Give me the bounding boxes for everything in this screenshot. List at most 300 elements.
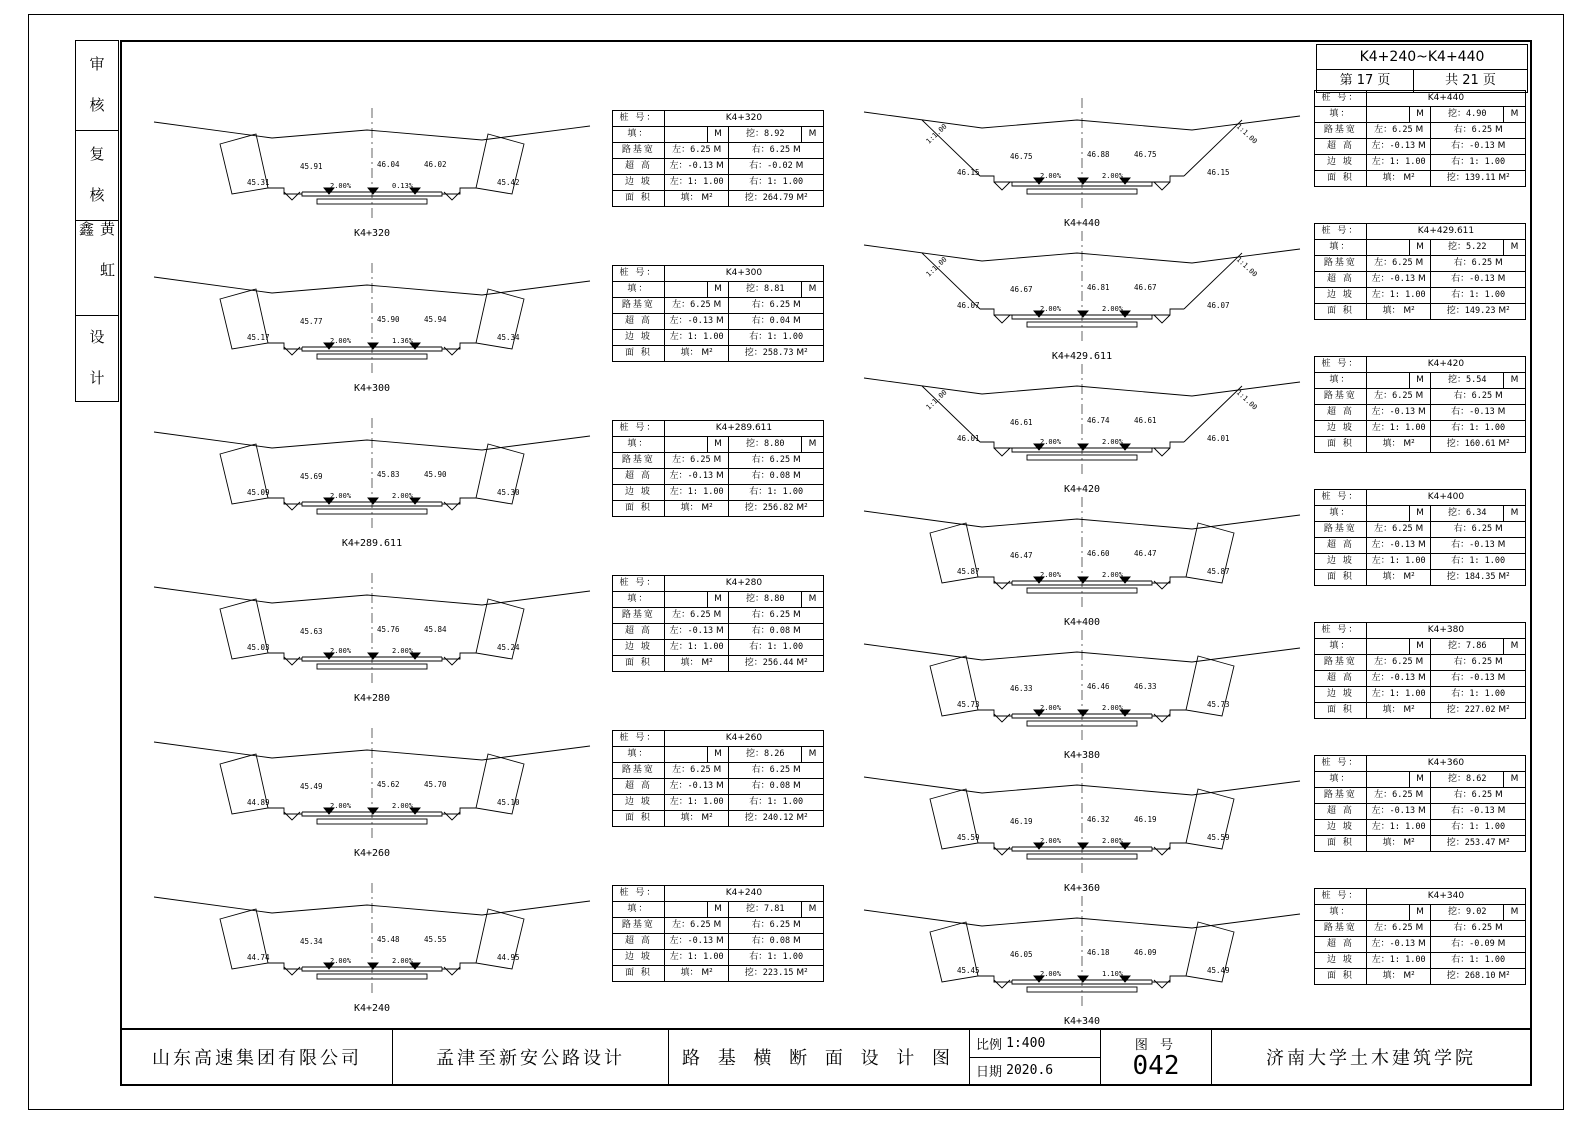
label-station: 桩 号： — [1315, 490, 1367, 506]
dwgno-label: 图 号 — [1134, 1037, 1178, 1053]
label-fill: 填： — [613, 592, 665, 608]
elevation-label: 46.18 — [1087, 948, 1110, 957]
value-slope-right: 右：1: 1.00 — [1431, 155, 1526, 171]
label-fill: 填： — [1315, 905, 1367, 921]
section-station-label: K4+340 — [1063, 1016, 1101, 1027]
cross-slope-label: 2.00% — [1040, 438, 1062, 446]
cross-section-K4+240 — [152, 875, 592, 1027]
section-data-table — [1314, 888, 1526, 985]
cross-slope-label: 2.00% — [1102, 837, 1124, 845]
elevation-label: 45.84 — [424, 625, 447, 634]
label-superelevation: 超 高 — [1315, 804, 1367, 820]
value-station: K4+300 — [664, 266, 823, 282]
unit-fill: M — [1409, 373, 1431, 389]
value-super-right: 右：0.08 M — [729, 469, 824, 485]
label-fill: 填： — [613, 127, 665, 143]
label-fill: 填： — [613, 437, 665, 453]
value-area-cut: 挖：253.47 M² — [1431, 836, 1526, 852]
value-super-right: 右：-0.13 M — [1431, 538, 1526, 554]
value-area-fill: 填： M² — [1366, 171, 1431, 187]
unit-cut: M — [802, 592, 824, 608]
elevation-label: 46.88 — [1087, 150, 1110, 159]
value-area-fill: 填： M² — [1366, 969, 1431, 985]
side-slope-label: 1:1.00 — [1234, 388, 1259, 412]
header-total-suffix: 页 — [1482, 73, 1496, 88]
value-slope-right: 右：1: 1.00 — [1431, 421, 1526, 437]
value-slope-right: 右：1: 1.00 — [1431, 554, 1526, 570]
cross-slope-label: 2.00% — [1102, 571, 1124, 579]
label-area: 面 积 — [1315, 969, 1367, 985]
value-super-right: 右：0.08 M — [729, 624, 824, 640]
approval-strip — [75, 40, 119, 402]
table-wrapper — [612, 110, 824, 207]
value-area-fill: 填： M² — [664, 966, 729, 982]
elevation-label: 46.74 — [1087, 416, 1110, 425]
section-data-table — [1314, 755, 1526, 852]
value-station: K4+280 — [664, 576, 823, 592]
elevation-label: 46.67 — [1134, 283, 1157, 292]
scale-label: 比例 — [976, 1037, 1003, 1053]
date-label: 日期 — [976, 1065, 1003, 1081]
value-width-right: 右：6.25 M — [1431, 921, 1526, 937]
section-data-table — [1314, 356, 1526, 453]
section-data-table — [612, 730, 824, 827]
cross-slope-label: 0.13% — [392, 182, 414, 190]
elevation-label: 45.73 — [957, 700, 980, 709]
value-slope-left: 左：1: 1.00 — [664, 485, 729, 501]
value-super-left: 左：-0.13 M — [664, 934, 729, 950]
title-drawing: 路 基 横 断 面 设 计 图 — [681, 1048, 957, 1069]
label-station: 桩 号： — [1315, 224, 1367, 240]
table-wrapper — [612, 575, 824, 672]
table-wrapper — [1314, 489, 1526, 586]
value-width-left: 左：6.25 M — [664, 918, 729, 934]
approval-cell-sheji: 设 计 — [87, 328, 106, 389]
unit-cut: M — [1504, 772, 1526, 788]
label-superelevation: 超 高 — [613, 469, 665, 485]
unit-cut: M — [802, 127, 824, 143]
unit-fill: M — [707, 282, 729, 298]
cross-slope-label: 2.00% — [392, 957, 414, 965]
value-cut: 挖：5.54 — [1431, 373, 1504, 389]
value-super-left: 左：-0.13 M — [664, 314, 729, 330]
section-data-table — [612, 420, 824, 517]
section-data-table — [1314, 622, 1526, 719]
value-super-right: 右：-0.13 M — [1431, 272, 1526, 288]
value-area-cut: 挖：256.82 M² — [729, 501, 824, 517]
elevation-label: 45.91 — [300, 162, 323, 171]
cross-slope-label: 2.00% — [1102, 305, 1124, 313]
elevation-label: 46.04 — [377, 160, 400, 169]
value-width-left: 左：6.25 M — [1366, 921, 1431, 937]
title-block — [122, 1028, 1530, 1084]
label-side-slope: 边 坡 — [1315, 554, 1367, 570]
value-area-cut: 挖：258.73 M² — [729, 346, 824, 362]
unit-cut: M — [802, 747, 824, 763]
value-width-left: 左：6.25 M — [1366, 123, 1431, 139]
unit-fill: M — [707, 902, 729, 918]
label-station: 桩 号： — [613, 111, 665, 127]
value-area-cut: 挖：184.35 M² — [1431, 570, 1526, 586]
label-side-slope: 边 坡 — [613, 175, 665, 191]
value-fill — [664, 747, 707, 763]
label-side-slope: 边 坡 — [1315, 288, 1367, 304]
table-wrapper — [1314, 356, 1526, 453]
value-slope-left: 左：1: 1.00 — [1366, 288, 1431, 304]
label-area: 面 积 — [613, 501, 665, 517]
cross-section-K4+289.611 — [152, 410, 592, 562]
label-station: 桩 号： — [613, 576, 665, 592]
elevation-label: 46.01 — [1207, 434, 1230, 443]
side-slope-label: 1:1.00 — [924, 255, 949, 279]
elevation-label: 45.42 — [497, 178, 520, 187]
value-width-left: 左：6.25 M — [664, 143, 729, 159]
value-station: K4+320 — [664, 111, 823, 127]
cross-slope-label: 2.00% — [1040, 970, 1062, 978]
value-super-right: 右：-0.13 M — [1431, 671, 1526, 687]
elevation-label: 45.55 — [424, 935, 447, 944]
title-company: 山东高速集团有限公司 — [152, 1048, 362, 1069]
value-width-right: 右：6.25 M — [729, 298, 824, 314]
value-cut: 挖：8.26 — [729, 747, 802, 763]
elevation-label: 45.76 — [377, 625, 400, 634]
elevation-label: 45.83 — [377, 470, 400, 479]
label-side-slope: 边 坡 — [613, 950, 665, 966]
section-station-label: K4+400 — [1063, 617, 1101, 628]
value-station: K4+360 — [1366, 756, 1525, 772]
value-slope-right: 右：1: 1.00 — [729, 640, 824, 656]
value-area-cut: 挖：160.61 M² — [1431, 437, 1526, 453]
cross-section-K4+440 — [862, 90, 1302, 242]
value-super-left: 左：-0.13 M — [1366, 937, 1431, 953]
unit-fill: M — [1409, 506, 1431, 522]
value-slope-left: 左：1: 1.00 — [1366, 687, 1431, 703]
value-area-cut: 挖：139.11 M² — [1431, 171, 1526, 187]
elevation-label: 46.02 — [424, 160, 447, 169]
elevation-label: 46.67 — [1010, 285, 1033, 294]
cross-section-K4+260 — [152, 720, 592, 872]
value-width-left: 左：6.25 M — [1366, 522, 1431, 538]
cross-slope-label: 2.00% — [1102, 172, 1124, 180]
label-fill: 填： — [613, 902, 665, 918]
value-cut: 挖：8.80 — [729, 437, 802, 453]
cross-slope-label: 2.00% — [330, 337, 352, 345]
label-roadbed-width: 路基宽 — [613, 298, 665, 314]
cross-slope-label: 2.00% — [330, 492, 352, 500]
elevation-label: 45.73 — [1207, 700, 1230, 709]
unit-fill: M — [707, 592, 729, 608]
section-station-label: K4+380 — [1063, 750, 1101, 761]
cross-slope-label: 2.00% — [392, 802, 414, 810]
value-cut: 挖：8.80 — [729, 592, 802, 608]
value-width-right: 右：6.25 M — [1431, 389, 1526, 405]
section-station-label: K4+420 — [1063, 484, 1101, 495]
value-slope-right: 右：1: 1.00 — [729, 175, 824, 191]
value-area-fill: 填： M² — [1366, 836, 1431, 852]
label-station: 桩 号： — [613, 731, 665, 747]
label-area: 面 积 — [613, 811, 665, 827]
value-super-right: 右：-0.13 M — [1431, 405, 1526, 421]
value-slope-left: 左：1: 1.00 — [1366, 820, 1431, 836]
title-project: 孟津至新安公路设计 — [436, 1048, 625, 1069]
elevation-label: 45.30 — [497, 488, 520, 497]
value-width-right: 右：6.25 M — [1431, 655, 1526, 671]
value-slope-right: 右：1: 1.00 — [729, 795, 824, 811]
elevation-label: 45.87 — [1207, 567, 1230, 576]
value-super-left: 左：-0.13 M — [1366, 139, 1431, 155]
side-slope-label: 1:1.00 — [1234, 255, 1259, 279]
label-fill: 填： — [1315, 240, 1367, 256]
title-institute: 济南大学土木建筑学院 — [1266, 1048, 1476, 1069]
value-cut: 挖：4.90 — [1431, 107, 1504, 123]
side-slope-label: 1:1.00 — [924, 122, 949, 146]
elevation-label: 45.34 — [497, 333, 520, 342]
section-data-table — [612, 575, 824, 672]
value-fill — [664, 437, 707, 453]
elevation-label: 45.77 — [300, 317, 323, 326]
section-data-table — [1314, 90, 1526, 187]
label-area: 面 积 — [1315, 304, 1367, 320]
label-station: 桩 号： — [1315, 756, 1367, 772]
elevation-label: 45.90 — [377, 315, 400, 324]
label-side-slope: 边 坡 — [613, 330, 665, 346]
label-side-slope: 边 坡 — [1315, 687, 1367, 703]
label-side-slope: 边 坡 — [1315, 421, 1367, 437]
value-super-right: 右：0.04 M — [729, 314, 824, 330]
cross-slope-label: 1.10% — [1102, 970, 1124, 978]
elevation-label: 45.09 — [247, 488, 270, 497]
label-superelevation: 超 高 — [1315, 139, 1367, 155]
value-area-fill: 填： M² — [664, 346, 729, 362]
unit-fill: M — [707, 747, 729, 763]
value-super-left: 左：-0.13 M — [1366, 272, 1431, 288]
table-wrapper — [1314, 888, 1526, 985]
elevation-label: 45.34 — [300, 937, 323, 946]
value-super-left: 左：-0.13 M — [664, 159, 729, 175]
value-width-right: 右：6.25 M — [729, 763, 824, 779]
label-station: 桩 号： — [1315, 357, 1367, 373]
value-super-left: 左：-0.13 M — [664, 624, 729, 640]
value-area-fill: 填： M² — [664, 191, 729, 207]
sheet-border-inner — [120, 40, 1532, 1086]
table-wrapper — [612, 265, 824, 362]
unit-cut: M — [802, 282, 824, 298]
label-roadbed-width: 路基宽 — [1315, 655, 1367, 671]
label-fill: 填： — [1315, 506, 1367, 522]
label-fill: 填： — [1315, 772, 1367, 788]
elevation-label: 45.49 — [1207, 966, 1230, 975]
elevation-label: 46.07 — [957, 301, 980, 310]
header-block — [1316, 44, 1528, 93]
table-wrapper — [1314, 755, 1526, 852]
table-wrapper — [612, 730, 824, 827]
value-cut: 挖：9.02 — [1431, 905, 1504, 921]
section-data-table — [612, 110, 824, 207]
unit-fill: M — [707, 127, 729, 143]
label-superelevation: 超 高 — [1315, 671, 1367, 687]
cross-slope-label: 2.00% — [1040, 704, 1062, 712]
value-width-left: 左：6.25 M — [664, 763, 729, 779]
label-side-slope: 边 坡 — [1315, 155, 1367, 171]
label-side-slope: 边 坡 — [1315, 953, 1367, 969]
elevation-label: 46.75 — [1134, 150, 1157, 159]
value-super-right: 右：0.08 M — [729, 779, 824, 795]
cross-slope-label: 2.00% — [1102, 438, 1124, 446]
value-area-fill: 填： M² — [1366, 437, 1431, 453]
value-fill — [664, 902, 707, 918]
value-width-right: 右：6.25 M — [1431, 788, 1526, 804]
value-station: K4+340 — [1366, 889, 1525, 905]
cross-section-K4+340 — [862, 888, 1302, 1040]
elevation-label: 45.03 — [247, 643, 270, 652]
label-roadbed-width: 路基宽 — [1315, 788, 1367, 804]
label-fill: 填： — [1315, 373, 1367, 389]
label-roadbed-width: 路基宽 — [613, 918, 665, 934]
label-side-slope: 边 坡 — [1315, 820, 1367, 836]
cross-slope-label: 2.00% — [330, 802, 352, 810]
value-fill — [1366, 905, 1409, 921]
side-slope-label: 1:1.00 — [1234, 122, 1259, 146]
section-station-label: K4+440 — [1063, 218, 1101, 229]
value-super-left: 左：-0.13 M — [664, 469, 729, 485]
cross-slope-label: 2.00% — [1040, 837, 1062, 845]
section-data-table — [612, 265, 824, 362]
value-width-left: 左：6.25 M — [664, 453, 729, 469]
elevation-label: 46.60 — [1087, 549, 1110, 558]
value-width-left: 左：6.25 M — [1366, 256, 1431, 272]
label-fill: 填： — [1315, 639, 1367, 655]
label-area: 面 积 — [613, 656, 665, 672]
value-slope-left: 左：1: 1.00 — [1366, 421, 1431, 437]
value-area-fill: 填： M² — [1366, 570, 1431, 586]
label-roadbed-width: 路基宽 — [1315, 522, 1367, 538]
elevation-label: 45.63 — [300, 627, 323, 636]
value-width-right: 右：6.25 M — [729, 608, 824, 624]
section-station-label: K4+289.611 — [341, 538, 403, 549]
label-superelevation: 超 高 — [1315, 405, 1367, 421]
value-slope-right: 右：1: 1.00 — [1431, 288, 1526, 304]
label-area: 面 积 — [1315, 836, 1367, 852]
approval-cell-fuhe: 复 核 — [76, 131, 118, 221]
section-station-label: K4+429.611 — [1051, 351, 1113, 362]
label-side-slope: 边 坡 — [613, 485, 665, 501]
section-station-label: K4+320 — [353, 228, 391, 239]
elevation-label: 46.19 — [1010, 817, 1033, 826]
elevation-label: 46.09 — [1134, 948, 1157, 957]
value-station: K4+240 — [664, 886, 823, 902]
section-station-label: K4+300 — [353, 383, 391, 394]
elevation-label: 45.69 — [300, 472, 323, 481]
cross-slope-label: 2.00% — [330, 647, 352, 655]
cross-slope-label: 2.00% — [392, 647, 414, 655]
value-area-cut: 挖：264.79 M² — [729, 191, 824, 207]
cross-section-K4+380 — [862, 622, 1302, 774]
cross-section-K4+429.611 — [862, 223, 1302, 375]
section-station-label: K4+280 — [353, 693, 391, 704]
header-range: K4+240~K4+440 — [1317, 45, 1528, 70]
unit-fill: M — [1409, 772, 1431, 788]
section-station-label: K4+240 — [353, 1003, 391, 1014]
elevation-label: 46.47 — [1134, 549, 1157, 558]
label-roadbed-width: 路基宽 — [613, 608, 665, 624]
elevation-label: 45.17 — [247, 333, 270, 342]
value-slope-right: 右：1: 1.00 — [729, 330, 824, 346]
value-station: K4+420 — [1366, 357, 1525, 373]
value-cut: 挖：8.81 — [729, 282, 802, 298]
unit-cut: M — [1504, 373, 1526, 389]
label-area: 面 积 — [1315, 703, 1367, 719]
label-superelevation: 超 高 — [613, 934, 665, 950]
elevation-label: 46.07 — [1207, 301, 1230, 310]
value-super-right: 右：-0.13 M — [1431, 804, 1526, 820]
header-page-no: 17 — [1356, 73, 1374, 88]
value-super-right: 右：0.08 M — [729, 934, 824, 950]
value-slope-right: 右：1: 1.00 — [729, 950, 824, 966]
elevation-label: 46.33 — [1134, 682, 1157, 691]
elevation-label: 46.81 — [1087, 283, 1110, 292]
value-cut: 挖：7.86 — [1431, 639, 1504, 655]
unit-cut: M — [1504, 905, 1526, 921]
table-wrapper — [612, 885, 824, 982]
label-station: 桩 号： — [1315, 91, 1367, 107]
label-station: 桩 号： — [613, 266, 665, 282]
label-roadbed-width: 路基宽 — [1315, 256, 1367, 272]
value-fill — [1366, 240, 1409, 256]
label-side-slope: 边 坡 — [613, 640, 665, 656]
cross-section-K4+300 — [152, 255, 592, 407]
value-slope-left: 左：1: 1.00 — [1366, 155, 1431, 171]
value-width-right: 右：6.25 M — [1431, 522, 1526, 538]
cross-slope-label: 2.00% — [1040, 172, 1062, 180]
label-area: 面 积 — [613, 966, 665, 982]
label-superelevation: 超 高 — [1315, 538, 1367, 554]
value-station: K4+440 — [1366, 91, 1525, 107]
label-station: 桩 号： — [613, 421, 665, 437]
approval-cell-name: 黄 虹 鑫 — [76, 221, 118, 316]
value-cut: 挖：7.81 — [729, 902, 802, 918]
unit-cut: M — [802, 902, 824, 918]
value-station: K4+260 — [664, 731, 823, 747]
label-area: 面 积 — [1315, 171, 1367, 187]
value-cut: 挖：6.34 — [1431, 506, 1504, 522]
value-area-fill: 填： M² — [664, 501, 729, 517]
elevation-label: 45.31 — [247, 178, 270, 187]
elevation-label: 44.95 — [497, 953, 520, 962]
header-page-mid: 页 — [1377, 73, 1391, 88]
unit-fill: M — [1409, 639, 1431, 655]
cross-section-K4+280 — [152, 565, 592, 717]
elevation-label: 46.61 — [1010, 418, 1033, 427]
value-area-cut: 挖：256.44 M² — [729, 656, 824, 672]
elevation-label: 46.19 — [1134, 815, 1157, 824]
value-station: K4+289.611 — [664, 421, 823, 437]
value-area-cut: 挖：240.12 M² — [729, 811, 824, 827]
value-cut: 挖：8.92 — [729, 127, 802, 143]
value-fill — [664, 282, 707, 298]
label-superelevation: 超 高 — [613, 159, 665, 175]
elevation-label: 45.94 — [424, 315, 447, 324]
label-fill: 填： — [1315, 107, 1367, 123]
value-fill — [1366, 107, 1409, 123]
label-roadbed-width: 路基宽 — [613, 763, 665, 779]
unit-fill: M — [1409, 107, 1431, 123]
label-superelevation: 超 高 — [613, 624, 665, 640]
value-fill — [1366, 639, 1409, 655]
elevation-label: 45.62 — [377, 780, 400, 789]
value-area-cut: 挖：223.15 M² — [729, 966, 824, 982]
section-data-table — [1314, 223, 1526, 320]
section-station-label: K4+260 — [353, 848, 391, 859]
